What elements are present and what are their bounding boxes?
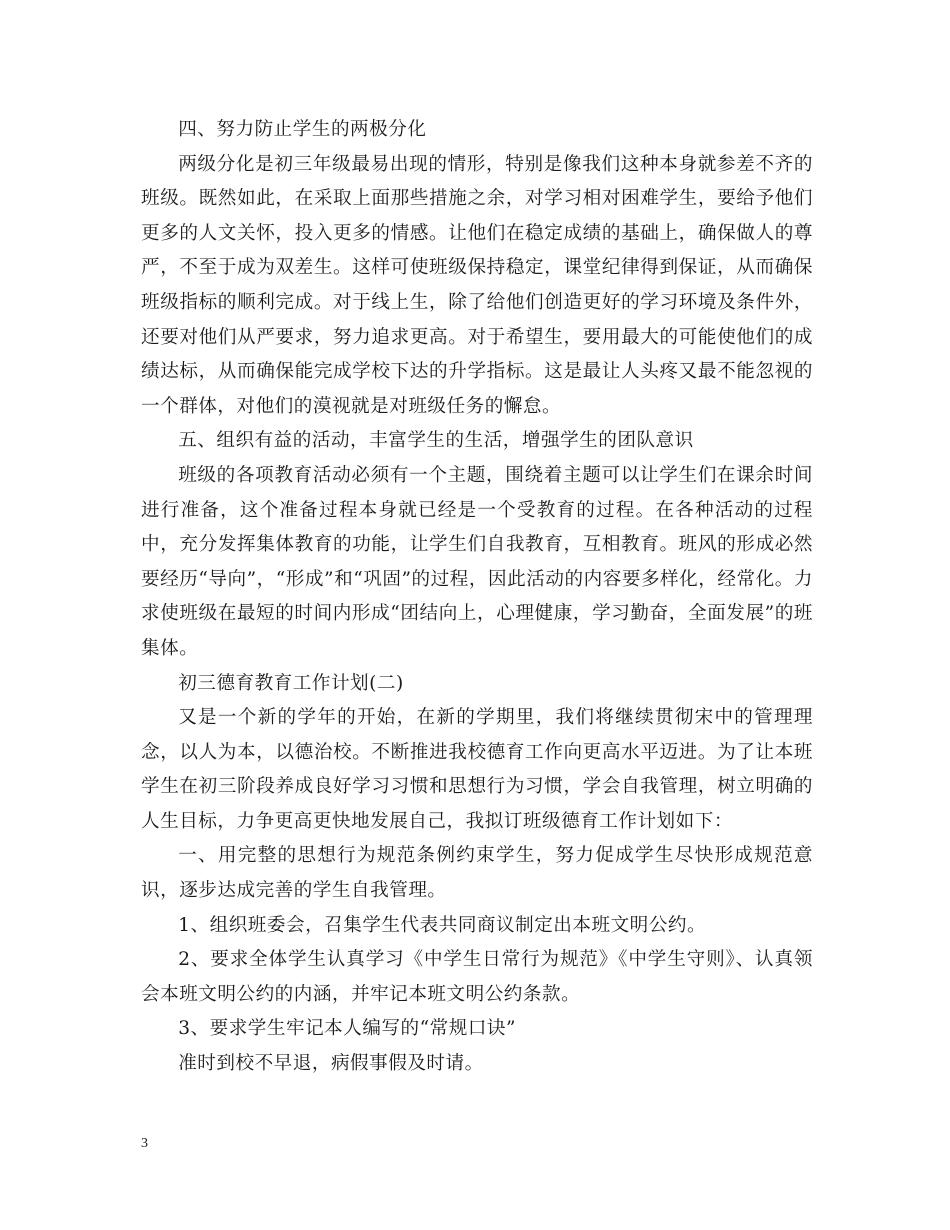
document-body bbox=[141, 113, 813, 1082]
section-heading-1: 一、用完整的思想行为规范条例约束学生，努力促成学生尽快形成规范意识，逐步达成完善的学生自我管理。 bbox=[141, 845, 813, 902]
page-number: 3 bbox=[141, 1136, 148, 1151]
body-paragraph: 又是一个新的学年的开始，在新的学期里，我们将继续贯彻宋中的管理理念，以人为本，以德治校。不断推进我校德育工作向更高水平迈进。为了让本班学生在初三阶段养成良好学习习惯和思想行为习惯，学会自我管理，树立明确的人生目标，力争更高更快地发展自己，我拟订班级德育工作计划如下： bbox=[141, 707, 813, 832]
list-item: 1、组织班委会，召集学生代表共同商议制定出本班文明公约。 bbox=[178, 914, 707, 936]
section-heading-4: 四、努力防止学生的两极分化 bbox=[178, 119, 427, 140]
list-item: 2、要求全体学生认真学习《中学生日常行为规范》《中学生守则》、认真领会本班文明公约的内涵，并牢记本班文明公约条款。 bbox=[141, 949, 813, 1005]
body-paragraph: 准时到校不早退，病假事假及时请。 bbox=[178, 1053, 484, 1075]
body-paragraph: 两级分化是初三年级最易出现的情形，特别是像我们这种本身就参差不齐的班级。既然如此，在采取上面那些措施之余，对学习相对困难学生，要给予他们更多的人文关怀，投入更多的情感。让他们在稳定成绩的基础上，确保做人的尊严，不至于成为双差生。这样可使班级保持稳定，课堂纪律得到保证，从而确保班级指标的顺利完成。对于线上生，除了给他们创造更好的学习环境及条件外，还要对他们从严要求，努力追求更高。对于希望生，要用最大的可能使他们的成绩达标，从而确保能完成学校下达的升学指标。这是最让人头疼又最不能忽视的一个群体，对他们的漠视就是对班级任务的懈怠。 bbox=[141, 153, 813, 417]
document-subtitle: 初三德育教育工作计划(二) bbox=[178, 672, 404, 694]
list-item: 3、要求学生牢记本人编写的“常规口诀” bbox=[178, 1018, 517, 1040]
body-paragraph: 班级的各项教育活动必须有一个主题，围绕着主题可以让学生们在课余时间进行准备，这个准备过程本身就已经是一个受教育的过程。在各种活动的过程中，充分发挥集体教育的功能，让学生们自我教育，互相教育。班风的形成必然要经历“导向”，“形成”和“巩固”的过程，因此活动的内容要多样化，经常化。力求使班级在最短的时间内形成“团结向上，心理健康，学习勤奋，全面发展”的班集体。 bbox=[141, 464, 813, 659]
section-heading-5: 五、组织有益的活动，丰富学生的生活，增强学生的团队意识 bbox=[178, 430, 694, 452]
